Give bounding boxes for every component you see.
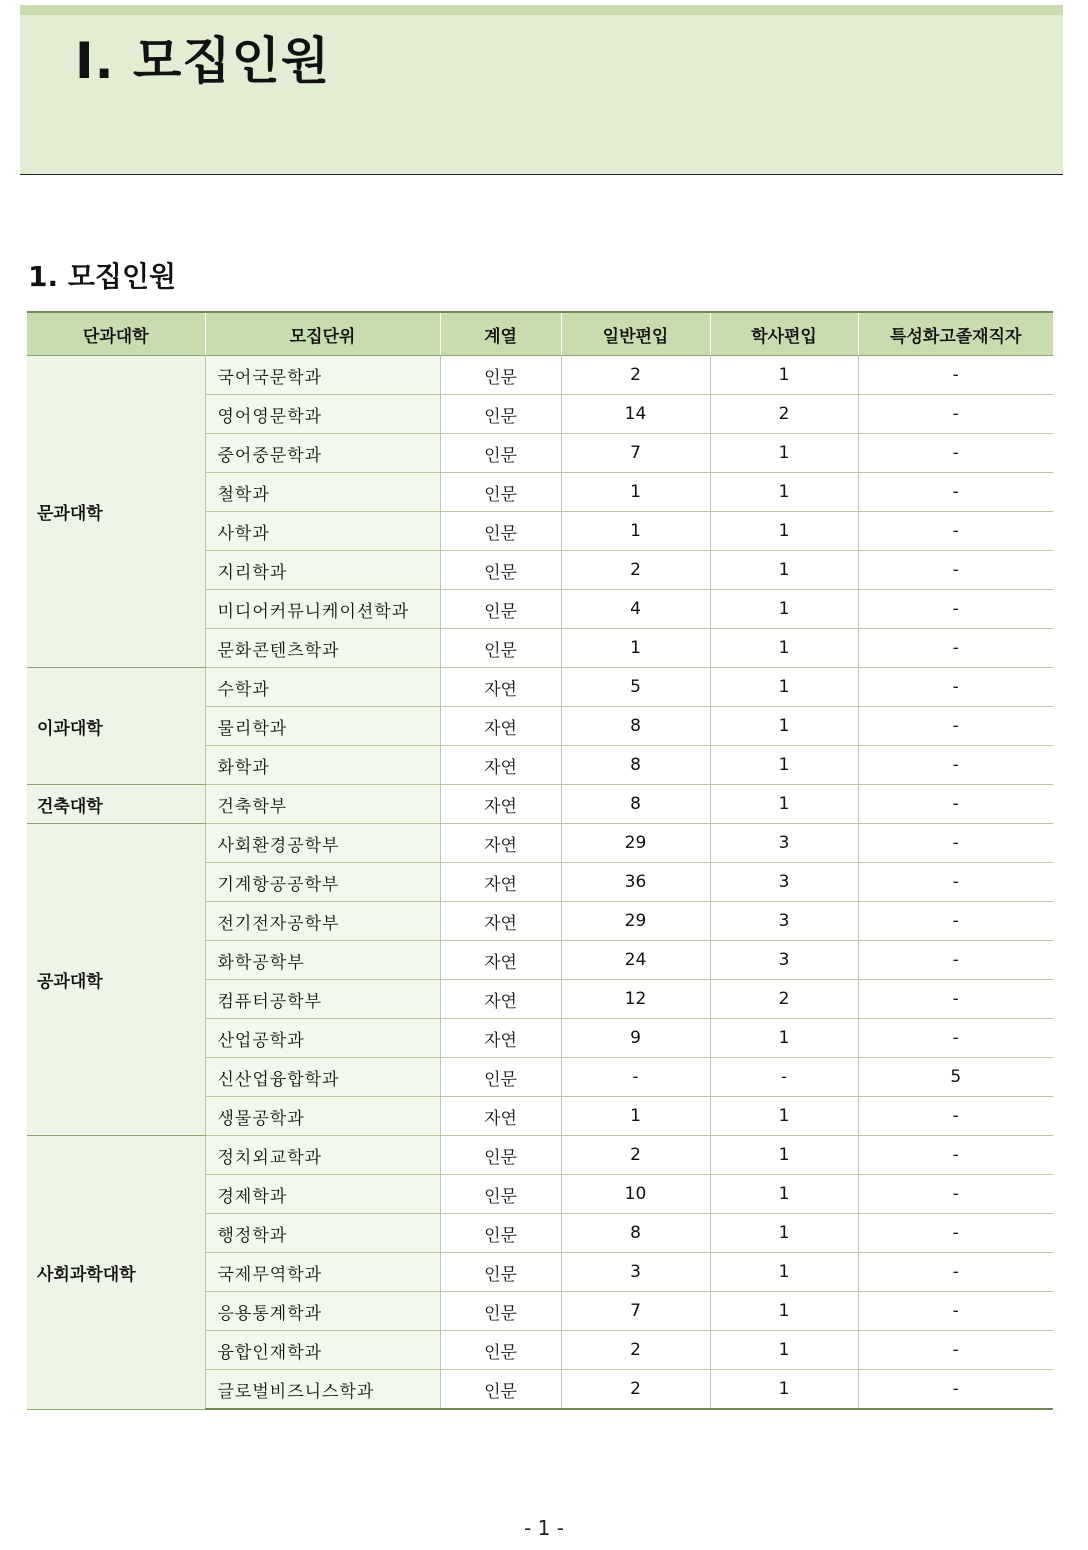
table-header-row xyxy=(27,312,1053,356)
bachelor-transfer-cell: 1 xyxy=(710,434,858,473)
field-cell: 자연 xyxy=(440,863,561,902)
field-cell: 인문 xyxy=(440,512,561,551)
unit-cell: 신산업융합학과 xyxy=(205,1058,440,1097)
field-cell: 인문 xyxy=(440,1175,561,1214)
table-row xyxy=(27,824,1053,863)
bachelor-transfer-cell: 3 xyxy=(710,941,858,980)
special-vocational-cell: - xyxy=(858,941,1053,980)
section-title: 1. 모집인원 xyxy=(28,260,177,293)
general-transfer-cell: 2 xyxy=(561,1370,710,1410)
special-vocational-cell: - xyxy=(858,1253,1053,1292)
general-transfer-cell: 1 xyxy=(561,1097,710,1136)
bachelor-transfer-cell: 1 xyxy=(710,1175,858,1214)
field-cell: 자연 xyxy=(440,707,561,746)
field-cell: 인문 xyxy=(440,395,561,434)
bachelor-transfer-cell: 1 xyxy=(710,473,858,512)
general-transfer-cell: 29 xyxy=(561,824,710,863)
bachelor-transfer-cell: 1 xyxy=(710,1370,858,1410)
table-body xyxy=(27,356,1053,1410)
table-row xyxy=(27,1136,1053,1175)
general-transfer-cell: 7 xyxy=(561,434,710,473)
unit-cell: 생물공학과 xyxy=(205,1097,440,1136)
chapter-banner xyxy=(20,5,1063,175)
field-cell: 자연 xyxy=(440,902,561,941)
unit-cell: 물리학과 xyxy=(205,707,440,746)
bachelor-transfer-cell: 1 xyxy=(710,1331,858,1370)
general-transfer-cell: 2 xyxy=(561,551,710,590)
field-cell: 인문 xyxy=(440,1214,561,1253)
special-vocational-cell: - xyxy=(858,1136,1053,1175)
bachelor-transfer-cell: 1 xyxy=(710,707,858,746)
unit-cell: 건축학부 xyxy=(205,785,440,824)
bachelor-transfer-cell: 1 xyxy=(710,1097,858,1136)
special-vocational-cell: - xyxy=(858,395,1053,434)
bachelor-transfer-cell: 3 xyxy=(710,863,858,902)
special-vocational-cell: - xyxy=(858,1175,1053,1214)
special-vocational-cell: - xyxy=(858,785,1053,824)
field-cell: 인문 xyxy=(440,473,561,512)
unit-cell: 국어국문학과 xyxy=(205,356,440,395)
field-cell: 인문 xyxy=(440,356,561,395)
table-row xyxy=(27,356,1053,395)
general-transfer-cell: 12 xyxy=(561,980,710,1019)
general-transfer-cell: - xyxy=(561,1058,710,1097)
field-cell: 자연 xyxy=(440,941,561,980)
bachelor-transfer-cell: 2 xyxy=(710,395,858,434)
table-row xyxy=(27,668,1053,707)
unit-cell: 화학공학부 xyxy=(205,941,440,980)
bachelor-transfer-cell: - xyxy=(710,1058,858,1097)
unit-cell: 기계항공공학부 xyxy=(205,863,440,902)
general-transfer-cell: 2 xyxy=(561,356,710,395)
unit-cell: 사학과 xyxy=(205,512,440,551)
special-vocational-cell: - xyxy=(858,512,1053,551)
special-vocational-cell: - xyxy=(858,863,1053,902)
special-vocational-cell: - xyxy=(858,1214,1053,1253)
bachelor-transfer-cell: 1 xyxy=(710,551,858,590)
unit-cell: 화학과 xyxy=(205,746,440,785)
general-transfer-cell: 14 xyxy=(561,395,710,434)
bachelor-transfer-cell: 1 xyxy=(710,1253,858,1292)
unit-cell: 중어중문학과 xyxy=(205,434,440,473)
field-cell: 인문 xyxy=(440,1370,561,1410)
special-vocational-cell: - xyxy=(858,629,1053,668)
field-cell: 자연 xyxy=(440,824,561,863)
general-transfer-cell: 4 xyxy=(561,590,710,629)
special-vocational-cell: - xyxy=(858,1292,1053,1331)
bachelor-transfer-cell: 1 xyxy=(710,1136,858,1175)
special-vocational-cell: - xyxy=(858,434,1053,473)
special-vocational-cell: - xyxy=(858,902,1053,941)
unit-cell: 미디어커뮤니케이션학과 xyxy=(205,590,440,629)
special-vocational-cell: - xyxy=(858,1370,1053,1410)
header-general-transfer: 일반편입 xyxy=(561,312,710,356)
general-transfer-cell: 24 xyxy=(561,941,710,980)
special-vocational-cell: - xyxy=(858,824,1053,863)
unit-cell: 수학과 xyxy=(205,668,440,707)
field-cell: 인문 xyxy=(440,551,561,590)
special-vocational-cell: - xyxy=(858,356,1053,395)
special-vocational-cell: - xyxy=(858,473,1053,512)
general-transfer-cell: 3 xyxy=(561,1253,710,1292)
unit-cell: 융합인재학과 xyxy=(205,1331,440,1370)
unit-cell: 컴퓨터공학부 xyxy=(205,980,440,1019)
bachelor-transfer-cell: 1 xyxy=(710,1214,858,1253)
general-transfer-cell: 36 xyxy=(561,863,710,902)
chapter-title: Ⅰ. 모집인원 xyxy=(75,32,331,90)
special-vocational-cell: - xyxy=(858,1331,1053,1370)
field-cell: 인문 xyxy=(440,1058,561,1097)
general-transfer-cell: 2 xyxy=(561,1136,710,1175)
special-vocational-cell: 5 xyxy=(858,1058,1053,1097)
bachelor-transfer-cell: 1 xyxy=(710,785,858,824)
special-vocational-cell: - xyxy=(858,707,1053,746)
general-transfer-cell: 1 xyxy=(561,473,710,512)
bachelor-transfer-cell: 3 xyxy=(710,902,858,941)
bachelor-transfer-cell: 1 xyxy=(710,668,858,707)
field-cell: 자연 xyxy=(440,1019,561,1058)
unit-cell: 지리학과 xyxy=(205,551,440,590)
college-cell: 이과대학 xyxy=(27,668,205,785)
general-transfer-cell: 5 xyxy=(561,668,710,707)
header-bachelor-transfer: 학사편입 xyxy=(710,312,858,356)
general-transfer-cell: 9 xyxy=(561,1019,710,1058)
field-cell: 인문 xyxy=(440,1292,561,1331)
page-number: - 1 - xyxy=(524,1516,564,1540)
field-cell: 인문 xyxy=(440,1331,561,1370)
unit-cell: 사회환경공학부 xyxy=(205,824,440,863)
special-vocational-cell: - xyxy=(858,590,1053,629)
special-vocational-cell: - xyxy=(858,1097,1053,1136)
unit-cell: 글로벌비즈니스학과 xyxy=(205,1370,440,1410)
header-special-vocational: 특성화고졸재직자 xyxy=(858,312,1053,356)
unit-cell: 정치외교학과 xyxy=(205,1136,440,1175)
bachelor-transfer-cell: 3 xyxy=(710,824,858,863)
special-vocational-cell: - xyxy=(858,746,1053,785)
unit-cell: 전기전자공학부 xyxy=(205,902,440,941)
unit-cell: 국제무역학과 xyxy=(205,1253,440,1292)
general-transfer-cell: 8 xyxy=(561,746,710,785)
field-cell: 자연 xyxy=(440,1097,561,1136)
college-cell: 건축대학 xyxy=(27,785,205,824)
bachelor-transfer-cell: 1 xyxy=(710,590,858,629)
college-cell: 공과대학 xyxy=(27,824,205,1136)
field-cell: 인문 xyxy=(440,1253,561,1292)
special-vocational-cell: - xyxy=(858,1019,1053,1058)
field-cell: 인문 xyxy=(440,590,561,629)
college-cell: 사회과학대학 xyxy=(27,1136,205,1410)
bachelor-transfer-cell: 1 xyxy=(710,746,858,785)
general-transfer-cell: 8 xyxy=(561,785,710,824)
general-transfer-cell: 8 xyxy=(561,707,710,746)
bachelor-transfer-cell: 1 xyxy=(710,512,858,551)
field-cell: 인문 xyxy=(440,434,561,473)
unit-cell: 철학과 xyxy=(205,473,440,512)
header-field: 계열 xyxy=(440,312,561,356)
special-vocational-cell: - xyxy=(858,551,1053,590)
bachelor-transfer-cell: 2 xyxy=(710,980,858,1019)
bachelor-transfer-cell: 1 xyxy=(710,629,858,668)
unit-cell: 응용통계학과 xyxy=(205,1292,440,1331)
bachelor-transfer-cell: 1 xyxy=(710,356,858,395)
header-college: 단과대학 xyxy=(27,312,205,356)
field-cell: 자연 xyxy=(440,746,561,785)
special-vocational-cell: - xyxy=(858,668,1053,707)
unit-cell: 문화콘텐츠학과 xyxy=(205,629,440,668)
recruitment-table xyxy=(27,311,1053,1410)
special-vocational-cell: - xyxy=(858,980,1053,1019)
general-transfer-cell: 2 xyxy=(561,1331,710,1370)
table-row xyxy=(27,785,1053,824)
header-unit: 모집단위 xyxy=(205,312,440,356)
bachelor-transfer-cell: 1 xyxy=(710,1019,858,1058)
unit-cell: 경제학과 xyxy=(205,1175,440,1214)
general-transfer-cell: 10 xyxy=(561,1175,710,1214)
general-transfer-cell: 8 xyxy=(561,1214,710,1253)
general-transfer-cell: 1 xyxy=(561,629,710,668)
field-cell: 자연 xyxy=(440,668,561,707)
unit-cell: 산업공학과 xyxy=(205,1019,440,1058)
college-cell: 문과대학 xyxy=(27,356,205,668)
bachelor-transfer-cell: 1 xyxy=(710,1292,858,1331)
unit-cell: 영어영문학과 xyxy=(205,395,440,434)
unit-cell: 행정학과 xyxy=(205,1214,440,1253)
field-cell: 자연 xyxy=(440,980,561,1019)
field-cell: 자연 xyxy=(440,785,561,824)
field-cell: 인문 xyxy=(440,629,561,668)
field-cell: 인문 xyxy=(440,1136,561,1175)
general-transfer-cell: 7 xyxy=(561,1292,710,1331)
general-transfer-cell: 1 xyxy=(561,512,710,551)
general-transfer-cell: 29 xyxy=(561,902,710,941)
